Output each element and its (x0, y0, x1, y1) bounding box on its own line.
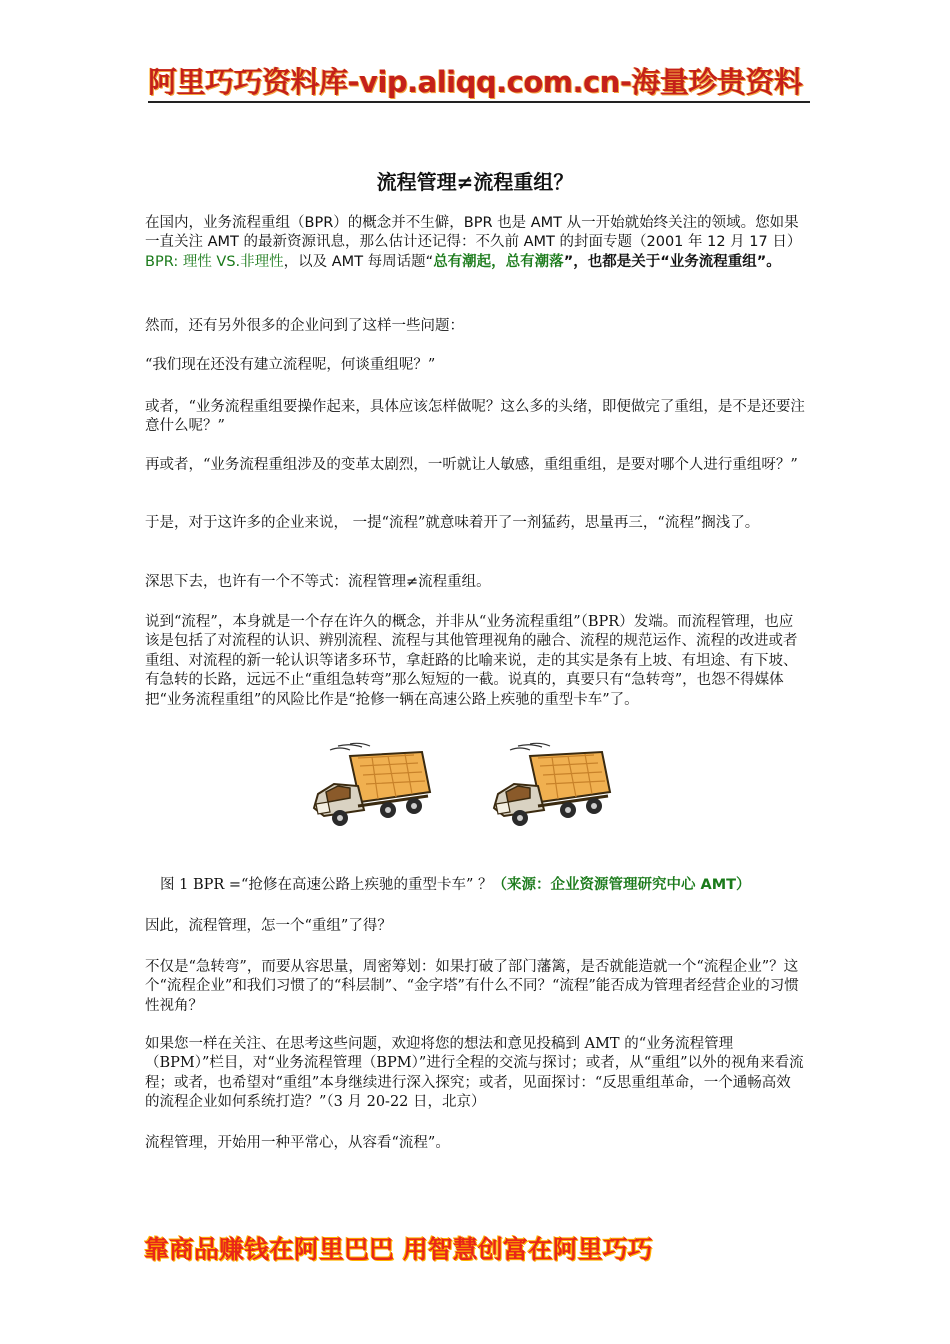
paragraph: 于是，对于这许多的企业来说， 一提“流程”就意味着开了一剂猛药，思量再三，“流程”搁浅了。 (145, 515, 760, 531)
paragraph: 再或者，“业务流程重组涉及的变革太剧烈，一听就让人敏感，重组重组，是要对哪个人进行重组呀？” (145, 457, 798, 473)
intro-paragraph (145, 214, 805, 272)
truck-illustration (310, 740, 630, 835)
caption-source: （来源：企业资源管理研究中心 AMT） (492, 877, 751, 893)
paragraph: 如果您一样在关注、在思考这些问题，欢迎将您的想法和意见投稿到 AMT 的“业务流程管理（BPM）”栏目，对“业务流程管理（BPM）”进行全程的交流与探讨；或者，从“重组”以外的视角来看流程；或者，也希望对“重组”本身继续进行深入探究；或者，见面探讨：“反思重组革命，一个通畅高效的流程企业如何系统打造？”（3 月 20-22 日，北京） (145, 1036, 804, 1111)
intro-text-2: ，以及 AMT 每周话题“ (283, 253, 434, 270)
figure-caption (160, 876, 810, 895)
paragraph: 因此，流程管理，怎一个“重组”了得？ (145, 918, 392, 934)
link-bpr-rational[interactable]: BPR: 理性 VS.非理性 (145, 253, 284, 270)
paragraph: 流程管理，开始用一种平常心，从容看“流程”。 (145, 1135, 450, 1151)
truck-right (494, 743, 610, 826)
paragraph: 说到“流程”，本身就是一个存在许久的概念，并非从“业务流程重组”（BPR）发端。而流程管理，也应该是包括了对流程的认识、辨别流程、流程与其他管理视角的融合、流程的规范运作、流程的改进或者重组、对流程的新一轮认识等诸多环节，拿赶路的比喻来说，走的其实是条有上坡、有坦途、有下坡、有急转的长路，远远不止“重组急转弯”那么短短的一截。说真的，真要只有“急转弯”，也怨不得媒体把“业务流程重组”的风险比作是“抢修一辆在高速公路上疾驰的重型卡车”了。 (145, 614, 798, 708)
intro-text-3: ”，也都是关于“业务流程重组”。 (563, 253, 781, 270)
article-title: 流程管理≠流程重组？ (376, 170, 574, 194)
paragraph: “我们现在还没有建立流程呢，何谈重组呢？” (145, 357, 436, 373)
paragraph: 不仅是“急转弯”，而要从容思量，周密筹划：如果打破了部门藩篱，是否就能造就一个“流程企业”？这个“流程企业”和我们习惯了的“科层制”、“金字塔”有什么不同？“流程”能否成为管理者经营企业的习惯性视角？ (145, 959, 799, 1014)
paragraph: 然而，还有另外很多的企业问到了这样一些问题： (145, 318, 464, 334)
paragraph: 或者，“业务流程重组要操作起来，具体应该怎样做呢？这么多的头绪，即便做完了重组，是不是还要注意什么呢？” (145, 399, 805, 435)
intro-text: 在国内，业务流程重组（BPR）的概念并不生僻，BPR 也是 AMT 从一开始就始终关注的领域。您如果一直关注 AMT 的最新资源讯息，那么估计还记得：不久前 AMT 的封面专题（2001 年 12 月 17 日） (145, 215, 802, 251)
banner-divider (148, 101, 810, 103)
link-weekly-topic[interactable]: 总有潮起，总有潮落 (433, 253, 564, 270)
caption-text: 图 1 BPR =“抢修在高速公路上疾驰的重型卡车” ？ (160, 877, 493, 893)
truck-left (314, 743, 430, 826)
site-banner: 阿里巧巧资料库-vip.aliqq.com.cn-海量珍贵资料 (148, 65, 803, 99)
footer-slogan: 靠商品赚钱在阿里巴巴 用智慧创富在阿里巧巧 (144, 1235, 653, 1264)
paragraph: 深思下去，也许有一个不等式：流程管理≠流程重组。 (145, 574, 491, 590)
